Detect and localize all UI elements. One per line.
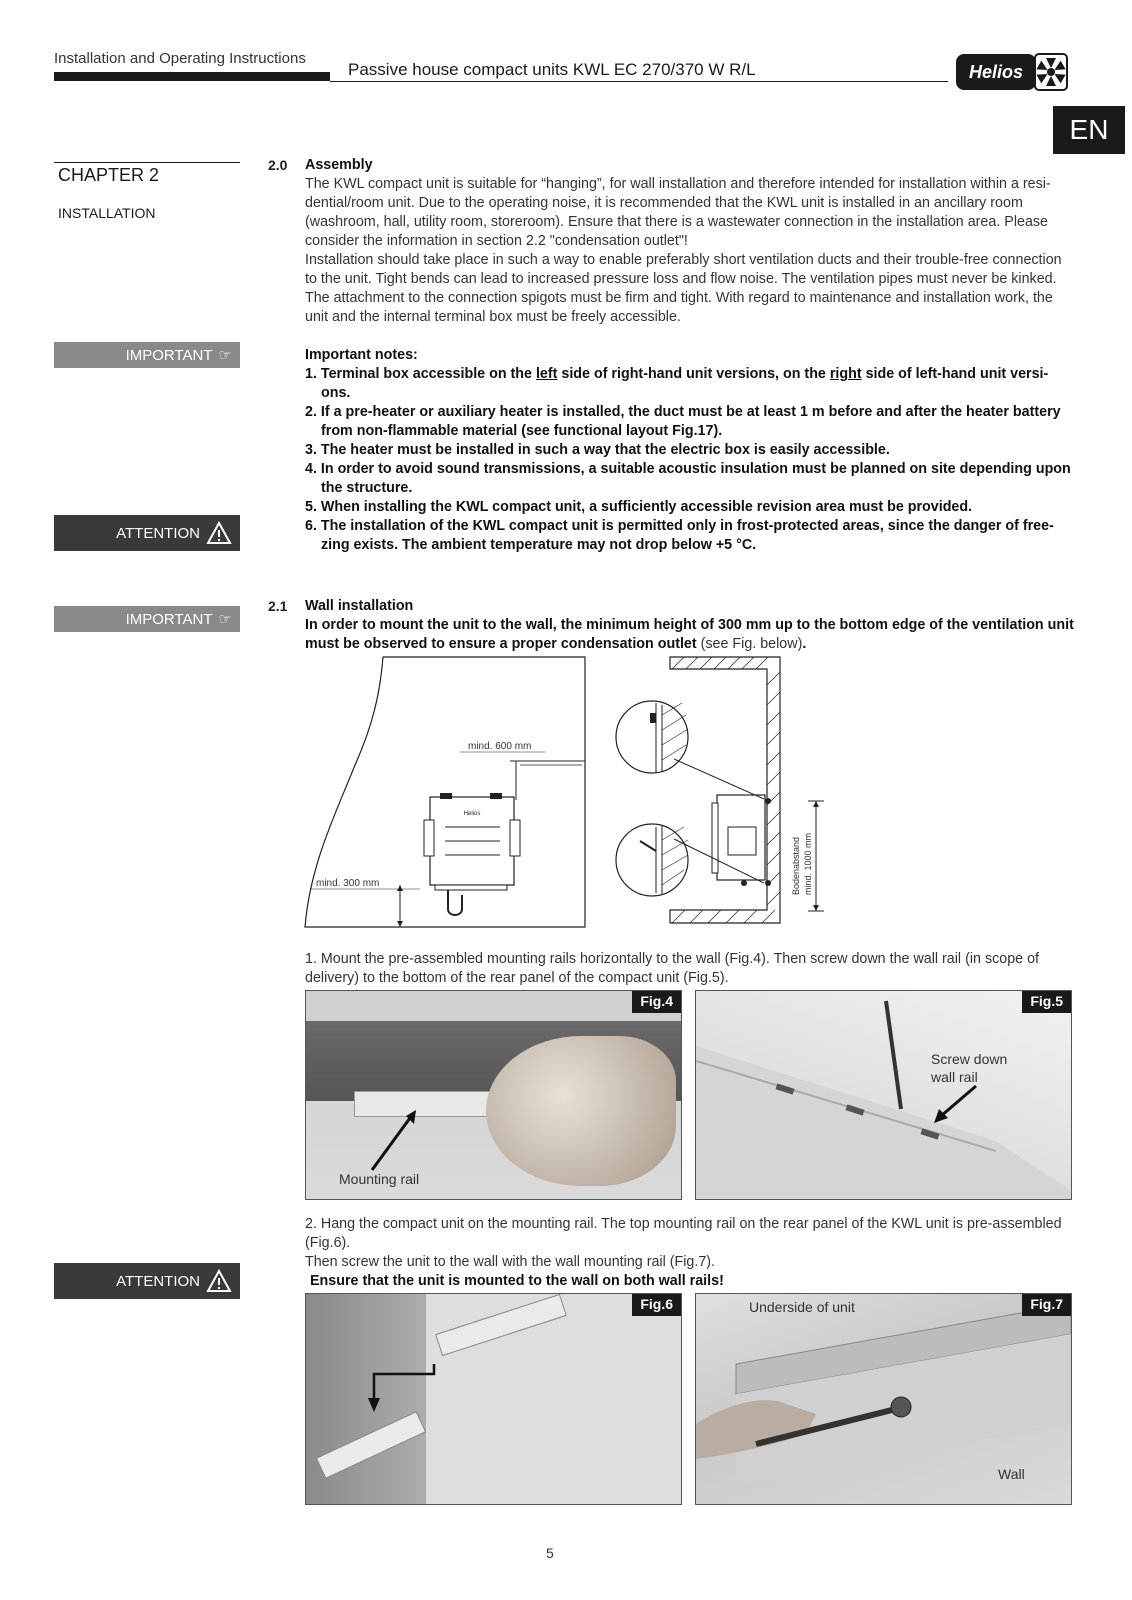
photo-fig5 xyxy=(695,990,1072,1200)
hand-shape xyxy=(486,1036,676,1186)
header-bar xyxy=(54,72,330,81)
badge-label: ATTENTION xyxy=(116,524,200,542)
photo-fig7 xyxy=(695,1293,1072,1505)
pointing-hand-icon: ☞ xyxy=(218,347,232,364)
fig4-label: Mounting rail xyxy=(339,1171,420,1187)
badge-label: ATTENTION xyxy=(116,1272,200,1290)
list-item: 3. The heater must be installed in such a way that the electric box is easily accessible. xyxy=(305,442,890,458)
step-2-text xyxy=(305,1215,1075,1291)
dim-300-label: mind. 300 mm xyxy=(316,878,380,889)
photo-fig6 xyxy=(305,1293,682,1505)
rail-sketch xyxy=(696,991,1071,1199)
floor-distance-value: mind. 1000 mm xyxy=(803,832,813,895)
list-item: 2. If a pre-heater or auxiliary heater is installed, the duct must be at least 1 m before and after the heater battery from non-flammable material (see functional layout Fig.17). xyxy=(305,404,1061,439)
chapter-rule xyxy=(54,162,240,163)
list-item: 1. Terminal box accessible on the left side of right-hand unit versions, on the right side of left-hand unit versi-ons. xyxy=(305,366,1049,401)
paragraph: Installation should take place in such a way to enable preferably short ventilation ducts and their trouble-free connection to the unit. Tight bends can lead to increased pressure loss and flow noise. The ventilation pipes must never be kinked. The attachment to the connection spigots must be firm and tight. With regard to maintenance and installation work, the unit and the internal terminal box must be freely accessible. xyxy=(305,252,1062,325)
header-title: Passive house compact units KWL EC 270/370 W R/L xyxy=(348,60,756,79)
step-2-warning: Ensure that the unit is mounted to the wall on both wall rails! xyxy=(310,1273,724,1289)
list-item: 4. In order to avoid sound transmissions, a suitable acoustic insulation must be planned on site depending upon the structure. xyxy=(305,461,1071,496)
attention-badge xyxy=(54,515,240,551)
helios-logo xyxy=(955,53,1069,91)
chapter-title: CHAPTER 2 xyxy=(58,165,160,185)
fig7-tag: Fig.7 xyxy=(1022,1294,1071,1316)
attention-badge xyxy=(54,1263,240,1299)
warning-triangle-icon xyxy=(206,1269,232,1293)
unit-logo: Helios xyxy=(463,811,481,817)
chapter-subtitle: INSTALLATION xyxy=(58,205,156,221)
section-number: 2.0 xyxy=(268,157,288,173)
language-tab: EN xyxy=(1053,106,1125,154)
photo-fig4 xyxy=(305,990,682,1200)
important-badge xyxy=(54,606,240,632)
fig5-label-1: Screw down xyxy=(931,1051,1008,1067)
paragraph: The KWL compact unit is suitable for “hanging”, for wall installation and therefore intended for installation within a resi-dential/room unit. Due to the operating noise, it is recommended that the KWL unit is installed in an ancillary room (washroom, hall, utility room, storeroom). Ensure that there is a wastewater connection in the installation area. Please consider the information in section 2.2 "condensation outlet"! xyxy=(305,176,1051,249)
intro-paragraph: In order to mount the unit to the wall, the minimum height of 300 mm up to the bottom edge of the ventilation unit must be observed to ensure a proper condensation outlet (see Fig. below). xyxy=(305,617,1074,652)
header-doc-type: Installation and Operating Instructions xyxy=(54,50,306,67)
warning-triangle-icon xyxy=(206,521,232,545)
dim-600-label: mind. 600 mm xyxy=(468,741,532,752)
list-item: 5. When installing the KWL compact unit, a sufficiently accessible revision area must be provided. xyxy=(305,499,973,515)
section-title: Assembly xyxy=(305,157,373,173)
badge-label: IMPORTANT xyxy=(125,346,213,364)
important-badge xyxy=(54,342,240,368)
section-title: Wall installation xyxy=(305,598,414,614)
badge-label: IMPORTANT xyxy=(125,610,213,628)
logo-text: Helios xyxy=(968,62,1024,82)
step-1-text: 1. Mount the pre-assembled mounting rails horizontally to the wall (Fig.4). Then screw down the wall rail (in scope of delivery) to the bottom of the rear panel of the compact unit (Fig.5). xyxy=(305,951,1039,986)
list-item: 6. The installation of the KWL compact unit is permitted only in frost-protected areas, since the danger of free-zing exists. The ambient temperature may not drop below +5 °C. xyxy=(305,518,1054,553)
arrow-icon xyxy=(366,1106,426,1176)
fig5-tag: Fig.5 xyxy=(1022,991,1071,1013)
section-wall-installation xyxy=(305,597,1075,654)
page-number: 5 xyxy=(546,1545,554,1561)
hanging-sketch xyxy=(306,1294,681,1504)
fig7-label-top: Underside of unit xyxy=(749,1299,855,1315)
fig7-label-wall: Wall xyxy=(998,1466,1025,1482)
floor-distance-label: Bodenabstand xyxy=(791,836,801,895)
fig4-tag: Fig.4 xyxy=(632,991,681,1013)
section-assembly xyxy=(305,156,1075,555)
fig5-label-2: wall rail xyxy=(931,1069,978,1085)
installation-diagram xyxy=(300,655,900,940)
section-number: 2.1 xyxy=(268,598,288,614)
fig6-tag: Fig.6 xyxy=(632,1294,681,1316)
pointing-hand-icon: ☞ xyxy=(218,611,232,628)
header-rule xyxy=(330,81,948,82)
notes-title: Important notes: xyxy=(305,347,418,363)
paragraph: 2. Hang the compact unit on the mounting rail. The top mounting rail on the rear panel of the KWL unit is pre-assembled (Fig.6). xyxy=(305,1216,1062,1251)
paragraph: Then screw the unit to the wall with the wall mounting rail (Fig.7). xyxy=(305,1254,716,1270)
notes-list xyxy=(305,365,1075,555)
